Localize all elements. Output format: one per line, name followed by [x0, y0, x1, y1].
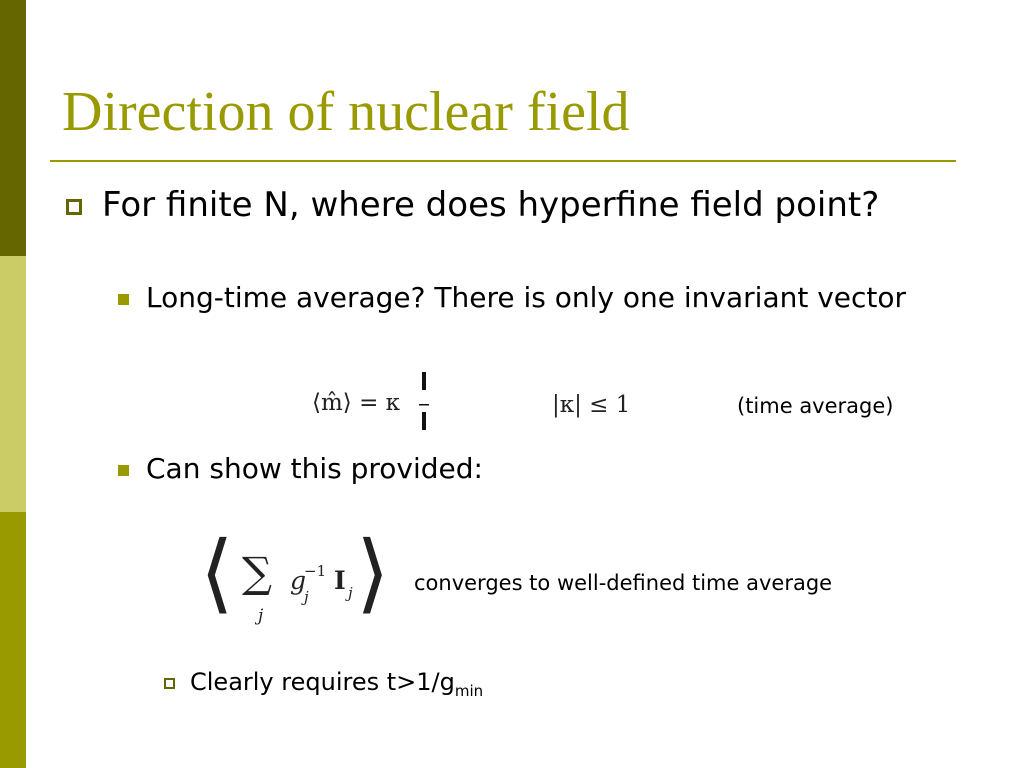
- equation-sum: [200, 523, 400, 638]
- bullet-level2-text: Can show this provided:: [146, 452, 483, 485]
- sidebar-band-dark: [0, 0, 26, 256]
- bullet-level3-main: Clearly requires t>1/g: [190, 668, 455, 696]
- hollow-square-bullet-icon: [66, 199, 82, 215]
- hollow-square-bullet-icon: [164, 678, 175, 689]
- slide-title: Direction of nuclear field: [62, 81, 630, 143]
- equation-I-subscript: j: [348, 584, 353, 602]
- equation-sum-index: j: [258, 606, 264, 626]
- slide-sidebar: [0, 0, 26, 768]
- equation-I-vector: I: [334, 566, 346, 595]
- square-bullet-icon: [118, 294, 129, 305]
- square-bullet-icon: [118, 465, 129, 476]
- bullet-level1-text: For finite N, where does hyperfine field point?: [102, 185, 880, 225]
- equation-m-average: [312, 392, 400, 415]
- sidebar-band-light: [0, 256, 26, 512]
- equation-g-term: g: [290, 566, 307, 595]
- equation-sigma: ∑: [242, 548, 272, 597]
- equation-m-average-text: ⟨m̂⟩ = κ: [312, 390, 401, 416]
- bullet-level3-text: [190, 666, 483, 707]
- time-average-label: (time average): [737, 394, 894, 418]
- equation-g-subscript: j: [304, 588, 309, 606]
- bullet-level2-text: Long-time average? There is only one invariant vector: [146, 281, 907, 314]
- title-divider: [50, 160, 956, 162]
- sidebar-band-olive: [0, 512, 26, 768]
- bullet-level3-subscript: min: [454, 682, 484, 700]
- equation-left-angle: ⟨: [200, 523, 234, 623]
- equation-right-angle: ⟩: [356, 523, 390, 623]
- equation-kappa-bound: |κ| ≤ 1: [552, 392, 631, 418]
- equation-g-exponent: −1: [304, 562, 327, 580]
- equation-vector-bars: [418, 372, 432, 432]
- converges-label: converges to well-defined time average: [414, 571, 833, 595]
